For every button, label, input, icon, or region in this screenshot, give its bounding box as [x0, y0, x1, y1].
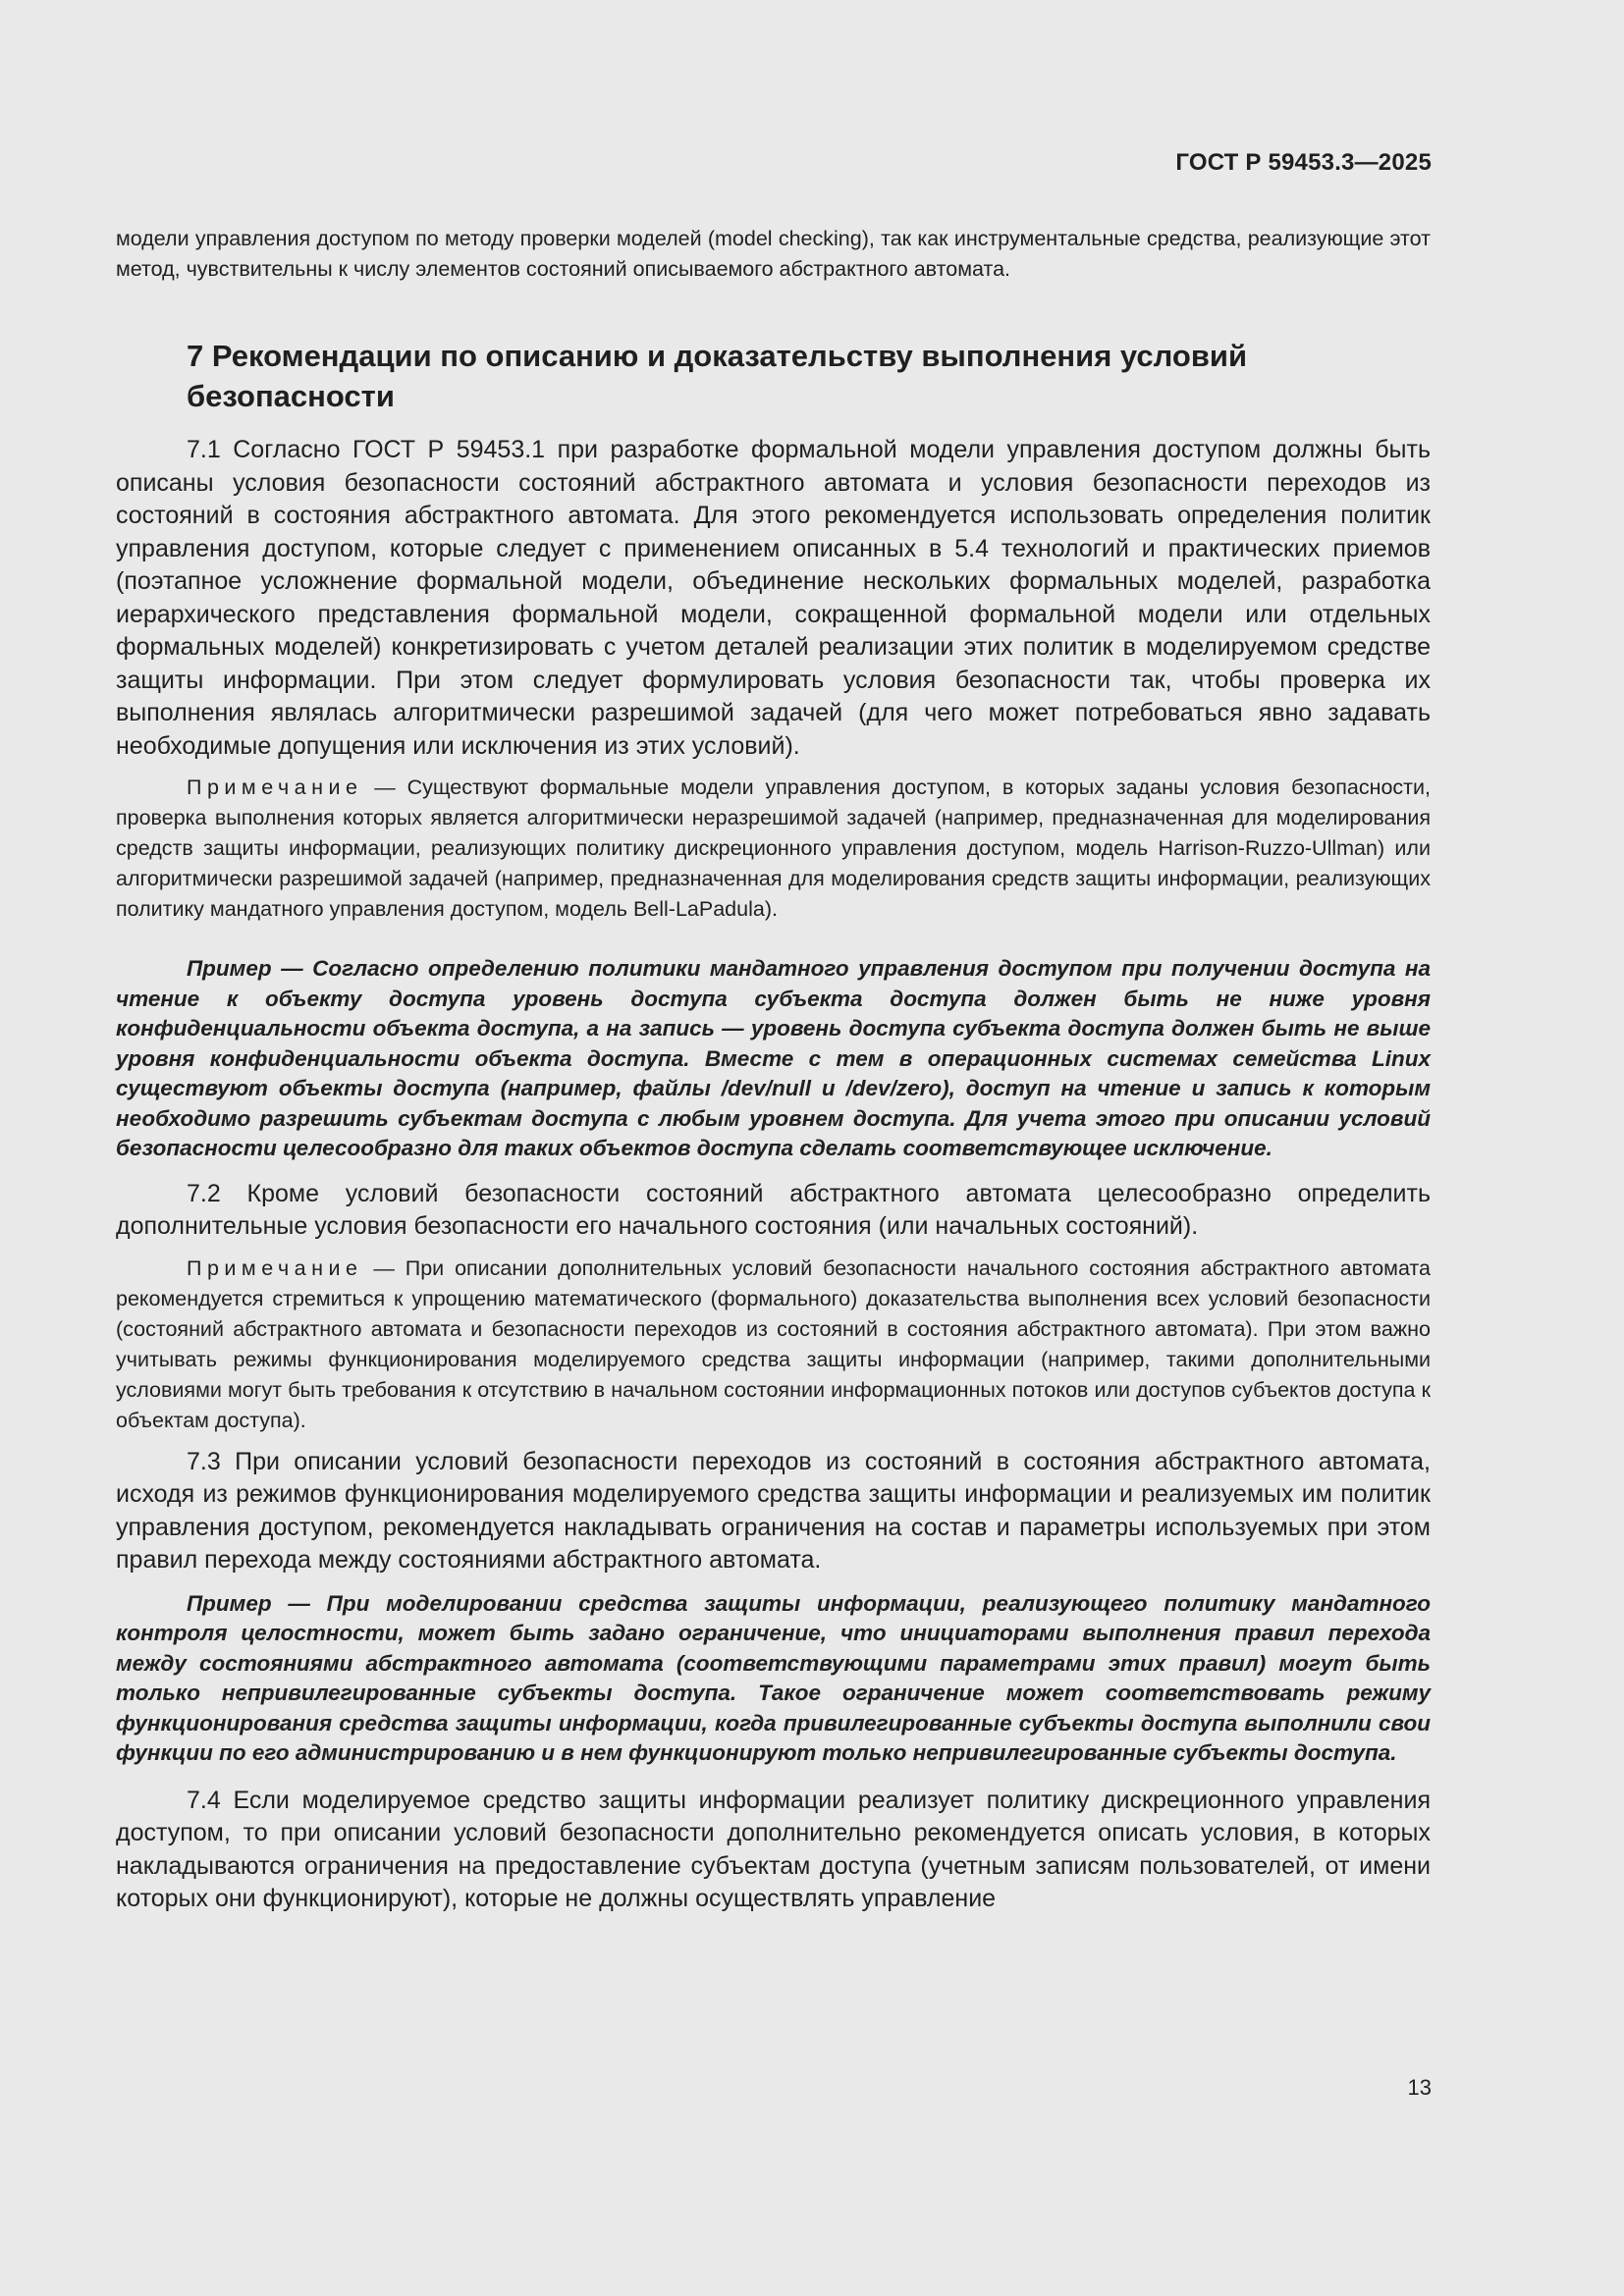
page-content [116, 224, 1431, 1916]
note-2 [116, 1254, 1431, 1436]
note-label: Примечание [187, 1255, 363, 1280]
paragraph-7-4: 7.4 Если моделируемое средство защиты информации реализует политику дискреционного управления доступом, то при описании условий безопасности дополнительно рекомендуется описать условия, в которых накладываются ограничения на предоставление субъектам доступа (учетным записям пользователей, от имени которых они функционируют), которые не должны осуществлять управление [116, 1786, 1431, 1912]
paragraph-7-3: 7.3 При описании условий безопасности переходов из состояний в состояния абстрактного автомата, исходя из режимов функционирования моделируемого средства защиты информации и реализуемых им политик управления доступом, рекомендуется накладывать ограничения на состав и параметры используемых при этом правил перехода между состояниями абстрактного автомата. [116, 1447, 1431, 1574]
example-1: Пример — Согласно определению политики мандатного управления доступом при получении доступа на чтение к объекту доступа уровень доступа субъекта доступа должен быть не ниже уровня конфиденциальности объекта доступа, а на запись — уровень доступа субъекта доступа должен быть не выше уровня конфиденциальности объекта доступа. Вместе с тем в операционных системах семейства Linux существуют объекты доступа (например, файлы /dev/null и /dev/zero), доступ на чтение и запись к которым необходимо разрешить субъектам доступа с любым уровнем доступа. Для учета этого при описании условий безопасности целесообразно для таких объектов доступа сделать соответствующее исключение. [116, 956, 1431, 1160]
note-label: Примечание [187, 775, 363, 799]
note-1 [116, 773, 1431, 925]
page-number: 13 [1407, 2075, 1432, 2100]
example-2: Пример — При моделировании средства защиты информации, реализующего политику мандатного контроля целостности, может быть задано ограничение, что инициаторами выполнения правил перехода между состояниями абстрактного автомата (соответствующими параметрами этих правил) могут быть только непривилегированные субъекты доступа. Такое ограничение может соответствовать режиму функционирования средства защиты информации, когда привилегированные субъекты доступа выполнили свои функции по его администрированию и в нем функционируют только непривилегированные субъекты доступа. [116, 1590, 1431, 1765]
note-1-text: — Существуют формальные модели управления доступом, в которых заданы условия безопасности, проверка выполнения которых является алгоритмически неразрешимой задачей (например, предназначенная для моделирования средств защиты информации, реализующих политику дискреционного управления доступом, модель Harrison-Ruzzo-Ullman) или алгоритмически разрешимой задачей (например, предназначенная для моделирования средств защиты информации, реализующих политику мандатного управления доступом, модель Bell-LaPadula). [116, 775, 1431, 921]
paragraph-7-1: 7.1 Согласно ГОСТ Р 59453.1 при разработке формальной модели управления доступом должны быть описаны условия безопасности состояний абстрактного автомата и условия безопасности переходов из состояний в состояния абстрактного автомата. Для этого рекомендуется использовать определения политик управления доступом, которые следует с применением описанных в 5.4 технологий и практических приемов (поэтапное усложнение формальной модели, объединение нескольких формальных моделей, разработка иерархического представления формальной модели, сокращенной формальной модели или отдельных формальных моделей) конкретизировать с учетом деталей реализации этих политик в моделируемом средстве защиты информации. При этом следует формулировать условия безопасности так, чтобы проверка их выполнения являлась алгоритмически разрешимой задачей (для чего может потребоваться явно задавать необходимые допущения или исключения из этих условий). [116, 436, 1431, 760]
intro-paragraph: модели управления доступом по методу проверки моделей (model checking), так как инструментальные средства, реализующие этот метод, чувствительны к числу элементов состояний описываемого абстрактного автомата. [116, 227, 1431, 281]
section-title: 7 Рекомендации по описанию и доказательству выполнения условий безопасности [187, 339, 1248, 413]
note-2-text: — При описании дополнительных условий безопасности начального состояния абстрактного автомата рекомендуется стремиться к упрощению математического (формального) доказательства выполнения всех условий безопасности (состояний абстрактного автомата и безопасности переходов из состояний в состояния абстрактного автомата). При этом важно учитывать режимы функционирования моделируемого средства защиты информации (например, такими дополнительными условиями могут быть требования к отсутствию в начальном состоянии информационных потоков или доступов субъектов доступа к объектам доступа). [116, 1255, 1431, 1432]
document-code-header: ГОСТ Р 59453.3—2025 [1175, 149, 1432, 176]
paragraph-7-2: 7.2 Кроме условий безопасности состояний абстрактного автомата целесообразно определить дополнительные условия безопасности его начального состояния (или начальных состояний). [116, 1179, 1431, 1240]
